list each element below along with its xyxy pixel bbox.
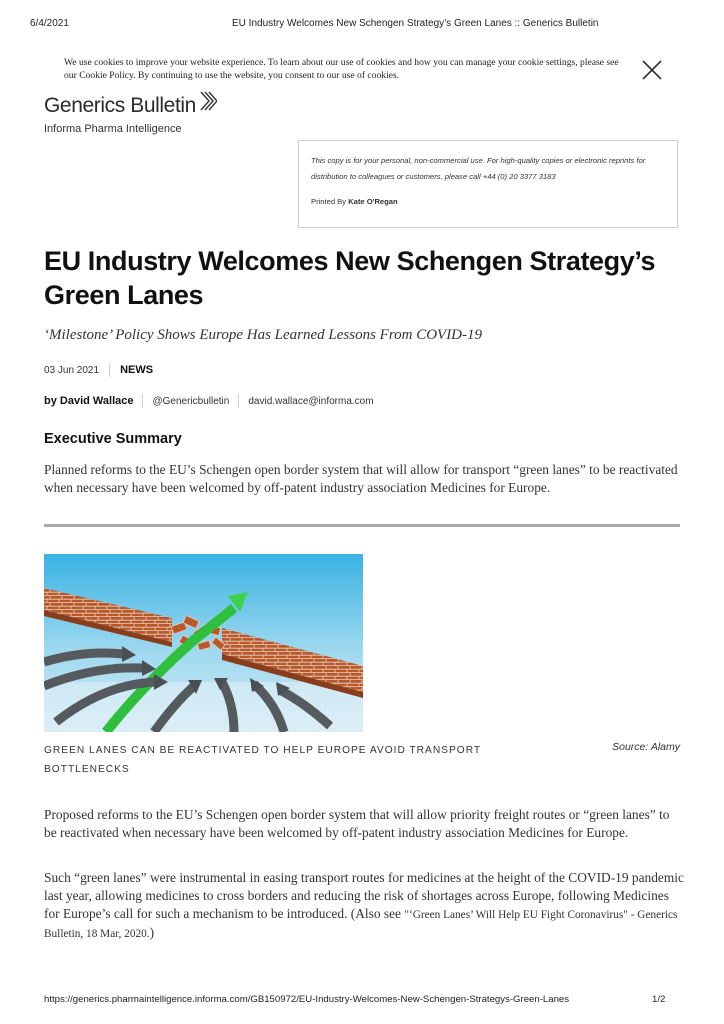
executive-summary-heading: Executive Summary (44, 431, 182, 447)
reprint-notice-box (298, 140, 678, 228)
section-divider (44, 524, 680, 527)
article-subtitle: ‘Milestone’ Policy Shows Europe Has Learned Lessons From COVID-19 (44, 327, 483, 343)
article-paragraph: Proposed reforms to the EU’s Schengen open border system that will allow priority freight routes or “green lanes” to be reactivated when necessary have been welcomed by off-patent industry association Medicines for Europe. (44, 807, 670, 840)
image-caption: GREEN LANES CAN BE REACTIVATED TO HELP EUROPE AVOID TRANSPORT BOTTLENECKS (44, 745, 481, 775)
logo-wordmark: Generics Bulletin (44, 94, 217, 118)
print-page-number: 1/2 (652, 994, 666, 1005)
print-date: 6/4/2021 (30, 18, 69, 29)
author-email-link[interactable]: david.wallace@informa.com (248, 395, 374, 407)
cookie-banner-text: We use cookies to improve your website experience. To learn about our use of cookies and how you can manage your cookie settings, please see our Cookie Policy. By continuing to use the website, you consent to our use of cookies. (64, 57, 619, 81)
byline-divider (142, 394, 143, 408)
article-paragraph: Such “green lanes” were instrumental in easing transport routes for medicines at the height of the COVID-19 pandemic last year, allowing medicines to cross borders and reducing the risk of shortages across Europe, following Medicines for Europe’s call for such a mechanism to be introduced. (Also see "‘Green Lanes’ Will Help EU Fight Coronavirus" - Generics Bulletin, 18 Mar, 2020.) (44, 870, 684, 940)
author-twitter-link[interactable]: @Genericbulletin (152, 395, 230, 407)
chevron-logo-icon (199, 90, 217, 118)
printed-by: Printed By Kate O'Regan (311, 197, 398, 206)
byline-divider (238, 394, 239, 408)
category-link[interactable]: NEWS (120, 364, 154, 376)
print-page-title: EU Industry Welcomes New Schengen Strategy’s Green Lanes :: Generics Bulletin (232, 18, 599, 29)
related-article-link[interactable]: "‘Green Lanes’ Will Help EU Fight Coronavirus" - Generics Bulletin, 18 Mar, 2020. (44, 909, 678, 940)
reprint-notice-text: This copy is for your personal, non-commercial use. For high-quality copies or electronic reprints for distribution to colleagues or customers, please call +44 (0) 20 3377 3183 (311, 156, 646, 181)
logo-subtitle: Informa Pharma Intelligence (44, 123, 182, 136)
article-title: EU Industry Welcomes New Schengen Strategy’s Green Lanes (44, 246, 656, 310)
executive-summary-text: Planned reforms to the EU’s Schengen open border system that will allow for transport “green lanes” to be reactivated when necessary have been welcomed by off-patent industry association Medicines for Europe. (44, 462, 678, 495)
site-logo[interactable] (44, 94, 217, 135)
author-name[interactable]: by David Wallace (44, 395, 134, 407)
print-footer-url: https://generics.pharmaintelligence.informa.com/GB150972/EU-Industry-Welcomes-New-Schengen-Strategys-Green-Lanes (44, 994, 570, 1005)
publish-date: 03 Jun 2021 (44, 364, 100, 376)
close-icon[interactable] (640, 58, 664, 82)
article-meta (44, 363, 153, 377)
image-source: Source: Alamy (612, 741, 680, 753)
article-image (44, 554, 363, 732)
byline (44, 394, 374, 408)
cookie-policy-link[interactable]: Cookie Policy (79, 70, 134, 81)
meta-divider (109, 363, 110, 377)
